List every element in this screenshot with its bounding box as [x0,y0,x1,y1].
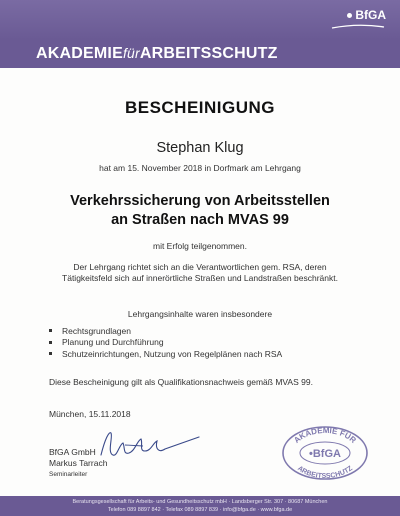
logo-swoosh-icon [330,24,386,30]
bullet-icon [49,352,52,355]
bfga-logo: BfGA [347,8,386,22]
participant-name: Stephan Klug [156,140,244,156]
course-description: Der Lehrgang richtet sich an die Verantwortlichen gem. RSA, deren Tätigkeitsfeld sich auf innerörtliche Straßen und Landstraßen beschränkt. [62,262,338,283]
footer-band [0,496,400,516]
list-item: Planung und Durchführung [49,337,282,349]
signature-block [49,447,107,480]
svg-text:ARBEITSSCHUTZ: ARBEITSSCHUTZ [296,465,354,481]
qualification-statement: Diese Bescheinigung gilt als Qualifikationsnachweis gemäß MVAS 99. [49,377,313,387]
contents-heading: Lehrgangsinhalte waren insbesondere [127,309,273,319]
success-line: mit Erfolg teilgenommen. [152,241,247,251]
handwritten-signature [95,425,205,465]
svg-text:•BfGA: •BfGA [309,448,341,460]
svg-text:AKADEMIE FÜR: AKADEMIE FÜR [292,425,358,445]
signature-name: Markus Tarrach [49,458,108,468]
list-item: Schutzeinrichtungen, Nutzung von Regelplänen nach RSA [49,348,282,360]
certificate-title: BESCHEINIGUNG [124,98,276,117]
contents-list [49,325,282,360]
academy-stamp [280,425,370,481]
footer-contact: Telefon 089 8897 842 · Telefax 089 8897 839 · info@bfga.de · www.bfga.de [107,507,293,513]
attendance-line: hat am 15. November 2018 in Dorfmark am Lehrgang [99,163,301,173]
academy-wordmark: AKADEMIEfürARBEITSSCHUTZ [36,45,278,62]
list-item: Rechtsgrundlagen [49,325,282,337]
footer-address: Beratungsgesellschaft für Arbeits- und Gesundheitsschutz mbH · Landsberger Str. 307 · 80687 München [72,499,328,505]
logo-dot-icon [347,13,352,18]
signature-org: BfGA GmbH [49,447,96,457]
bullet-icon [49,329,52,332]
bullet-icon [49,341,52,344]
header-band [0,0,400,68]
signature-role: Seminarleiter [49,471,88,478]
place-date: München, 15.11.2018 [49,409,131,419]
course-title: Verkehrssicherung von Arbeitsstellen an Straßen nach MVAS 99 [70,193,330,228]
